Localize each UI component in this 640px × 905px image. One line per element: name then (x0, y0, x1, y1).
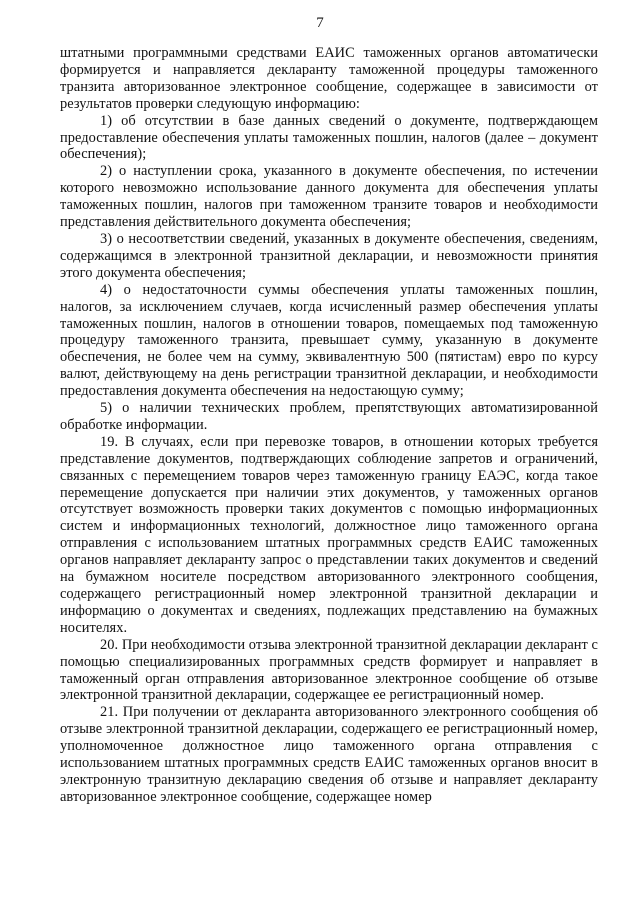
list-item-2: 2) о наступлении срока, указанного в документе обеспечения, по истечении которого невозможно использование данного документа для обеспечения уплаты таможенных пошлин, налогов при таможенном транзите товаров и необходимости представления действительного документа обеспечения; (60, 163, 598, 231)
list-item-3: 3) о несоответствии сведений, указанных в документе обеспечения, сведениям, содержащимся в электронной транзитной декларации, и невозможности принятия этого документа обеспечения; (60, 230, 598, 281)
clause-19: 19. В случаях, если при перевозке товаров, в отношении которых требуется представление документов, подтверждающих соблюдение запретов и ограничений, связанных с перемещением товаров через таможенную границу ЕАЭС, когда такое перемещение допускается при наличии этих документов, у таможенных органов отсутствует возможность проверки таких документов с помощью информационных систем и информационных технологий, должностное лицо таможенного органа отправления с использованием штатных программных средств ЕАИС таможенных органов направляет декларанту запрос о представлении таких документов и сведений на бумажном носителе посредством авторизованного электронного сообщения, содержащего регистрационный номер электронной транзитной декларации и информацию о документах и сведениях, подлежащих представлению на бумажных носителях. (60, 433, 598, 636)
list-item-4: 4) о недостаточности суммы обеспечения уплаты таможенных пошлин, налогов, за исключением случаев, когда исчисленный размер обеспечения уплаты таможенных пошлин, налогов в отношении товаров, помещаемых под таможенную процедуру таможенного транзита, превышает сумму, указанную в документе обеспечения, не более чем на сумму, эквивалентную 500 (пятистам) евро по курсу валют, действующему на день регистрации транзитной декларации, и необходимости предоставления документа обеспечения на недостающую сумму; (60, 281, 598, 400)
list-item-5: 5) о наличии технических проблем, препятствующих автоматизированной обработке информации. (60, 400, 598, 433)
page-number: 7 (316, 15, 324, 31)
clause-21: 21. При получении от декларанта авторизованного электронного сообщения об отзыве электронной транзитной декларации, содержащего ее регистрационный номер, уполномоченное должностное лицо таможенного органа отправления с использованием штатных программных средств ЕАИС таможенных органов вносит в электронную транзитную декларацию сведения об отзыве и направляет декларанту авторизованное электронное сообщение, содержащее номер (60, 704, 598, 805)
paragraph-continuation: штатными программными средствами ЕАИС таможенных органов автоматически формируется и направляется декларанту таможенной процедуры таможенного транзита авторизованное электронное сообщение, содержащее в зависимости от результатов проверки следующую информацию: (60, 45, 598, 112)
list-item-1: 1) об отсутствии в базе данных сведений о документе, подтверждающем предоставление обеспечения уплаты таможенных пошлин, налогов (далее – документ обеспечения); (60, 112, 598, 163)
document-body (60, 45, 598, 806)
clause-20: 20. При необходимости отзыва электронной транзитной декларации декларант с помощью специализированных программных средств формирует и направляет в таможенный орган отправления авторизованное электронное сообщение об отзыве электронной транзитной декларации, содержащее ее регистрационный номер. (60, 636, 598, 704)
